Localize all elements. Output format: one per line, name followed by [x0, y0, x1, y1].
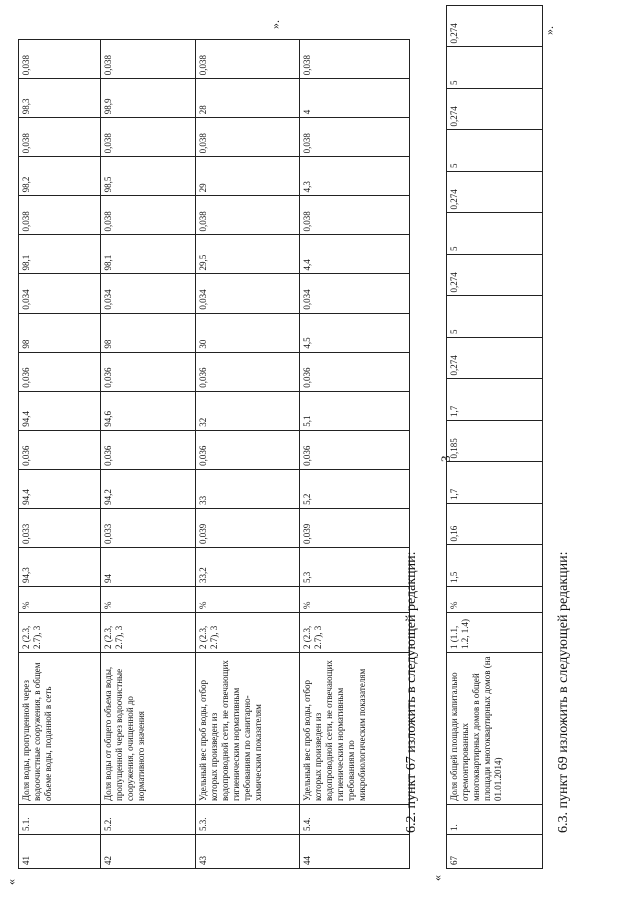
value-cell: 94,3: [19, 547, 101, 586]
table-row: [300, 40, 410, 869]
value-cell: 0,274: [447, 172, 543, 214]
indicator-code: 1.: [447, 805, 543, 835]
source-ref: 2 (2.3, 2.7), 3: [19, 613, 101, 653]
value-cell: 94: [101, 547, 196, 586]
value-cell: 0,038: [300, 118, 410, 157]
value-cell: 0,038: [19, 40, 101, 79]
value-cell: 0,038: [101, 118, 196, 157]
indicator-name: Доля воды, пропущенной через водоочистные сооружения, в общем объеме воды, поданной в сеть: [19, 653, 101, 805]
value-cell: 98,9: [101, 79, 196, 118]
value-cell: 94,4: [19, 469, 101, 508]
value-cell: 1,5: [447, 545, 543, 587]
row-number: 67: [447, 835, 543, 869]
value-cell: 33,2: [196, 547, 300, 586]
value-cell: 5,3: [300, 547, 410, 586]
value-cell: 5,1: [300, 391, 410, 430]
indicator-name: Доля воды от общего объема воды, пропущенной через водоочистные сооружения, очищенной до нормативного значения: [101, 653, 196, 805]
indicator-code: 5.4.: [300, 805, 410, 835]
value-cell: 0,036: [300, 430, 410, 469]
value-cell: 0,039: [196, 508, 300, 547]
value-cell: 5: [447, 130, 543, 172]
indicator-name: Удельный вес проб воды, отбор которых произведен из водопроводной сети, не отвечающих гигиеническим нормативным требованиям по микробиологическим показателям: [300, 653, 410, 805]
value-cell: 0,038: [19, 196, 101, 235]
value-cell: 0,036: [19, 352, 101, 391]
value-cell: 0,036: [196, 430, 300, 469]
indicator-table: [18, 39, 410, 869]
value-cell: 98: [19, 313, 101, 352]
value-cell: 0,038: [19, 118, 101, 157]
unit: %: [101, 587, 196, 613]
row-number: 43: [196, 835, 300, 869]
value-cell: 0,034: [300, 274, 410, 313]
table-row: [19, 40, 101, 869]
value-cell: 28: [196, 79, 300, 118]
row-number: 44: [300, 835, 410, 869]
value-cell: 4,5: [300, 313, 410, 352]
indicator-name: Удельный вес проб воды, отбор которых произведен из водопроводной сети, не отвечающих гигиеническим нормативным требованиям по санитарно-химическим показателям: [196, 653, 300, 805]
value-cell: 0,036: [19, 430, 101, 469]
value-cell: 33: [196, 469, 300, 508]
value-cell: 5,2: [300, 469, 410, 508]
indicator-table-67: [446, 5, 543, 869]
value-cell: 0,036: [196, 352, 300, 391]
value-cell: 4,4: [300, 235, 410, 274]
indicator-name: Доля общей площади капитально отремонтированных многоквартирных домов в общей площади многоквартирных домов (на 01.01.2014): [447, 653, 543, 805]
section-heading-6-3: 6.3. пункт 69 изложить в следующей редакции:: [556, 551, 571, 833]
value-cell: 94,2: [101, 469, 196, 508]
value-cell: 5: [447, 47, 543, 89]
unit: %: [300, 587, 410, 613]
unit: %: [196, 587, 300, 613]
value-cell: 0,038: [196, 196, 300, 235]
unit: %: [19, 587, 101, 613]
value-cell: 0,038: [196, 118, 300, 157]
value-cell: 0,036: [101, 430, 196, 469]
indicator-code: 5.1.: [19, 805, 101, 835]
value-cell: 0,274: [447, 6, 543, 48]
value-cell: 98,2: [19, 157, 101, 196]
value-cell: 0,034: [19, 274, 101, 313]
value-cell: 94,4: [19, 391, 101, 430]
value-cell: 0,274: [447, 255, 543, 297]
value-cell: 1,7: [447, 462, 543, 504]
value-cell: 98,3: [19, 79, 101, 118]
value-cell: 30: [196, 313, 300, 352]
value-cell: 0,038: [196, 40, 300, 79]
value-cell: 0,16: [447, 504, 543, 546]
source-ref: 2 (2.3, 2.7), 3: [300, 613, 410, 653]
indicator-code: 5.2.: [101, 805, 196, 835]
value-cell: 0,185: [447, 421, 543, 463]
value-cell: 0,038: [101, 196, 196, 235]
value-cell: 5: [447, 296, 543, 338]
value-cell: 32: [196, 391, 300, 430]
table-row: [196, 40, 300, 869]
value-cell: 0,274: [447, 89, 543, 131]
value-cell: 0,033: [19, 508, 101, 547]
source-ref: 1 (1.1, 1.2, 1.4): [447, 613, 543, 653]
value-cell: 0,039: [300, 508, 410, 547]
section-heading-6-2: 6.2. пункт 67 изложить в следующей редакции:: [404, 551, 419, 833]
value-cell: 4: [300, 79, 410, 118]
indicator-code: 5.3.: [196, 805, 300, 835]
value-cell: 5: [447, 213, 543, 255]
value-cell: 0,034: [101, 274, 196, 313]
value-cell: 0,038: [300, 196, 410, 235]
value-cell: 98,1: [19, 235, 101, 274]
value-cell: 0,038: [101, 40, 196, 79]
value-cell: 98,1: [101, 235, 196, 274]
unit: %: [447, 587, 543, 613]
value-cell: 0,034: [196, 274, 300, 313]
open-quote-2: «: [430, 875, 444, 881]
source-ref: 2 (2.3, 2.7), 3: [101, 613, 196, 653]
value-cell: 0,038: [300, 40, 410, 79]
value-cell: 4,3: [300, 157, 410, 196]
value-cell: 0,036: [300, 352, 410, 391]
page-number: 3: [438, 455, 453, 462]
close-quote-2: ».: [542, 26, 556, 35]
value-cell: 98,5: [101, 157, 196, 196]
value-cell: 29: [196, 157, 300, 196]
table-row: [447, 6, 543, 869]
value-cell: 94,6: [101, 391, 196, 430]
value-cell: 0,033: [101, 508, 196, 547]
value-cell: 1,7: [447, 379, 543, 421]
row-number: 41: [19, 835, 101, 869]
row-number: 42: [101, 835, 196, 869]
value-cell: 29,5: [196, 235, 300, 274]
value-cell: 0,036: [101, 352, 196, 391]
value-cell: 0,274: [447, 338, 543, 380]
source-ref: 2 (2.3, 2.7), 3: [196, 613, 300, 653]
close-quote-1: ».: [268, 20, 282, 29]
open-quote-1: «: [4, 879, 18, 885]
value-cell: 98: [101, 313, 196, 352]
table-row: [101, 40, 196, 869]
